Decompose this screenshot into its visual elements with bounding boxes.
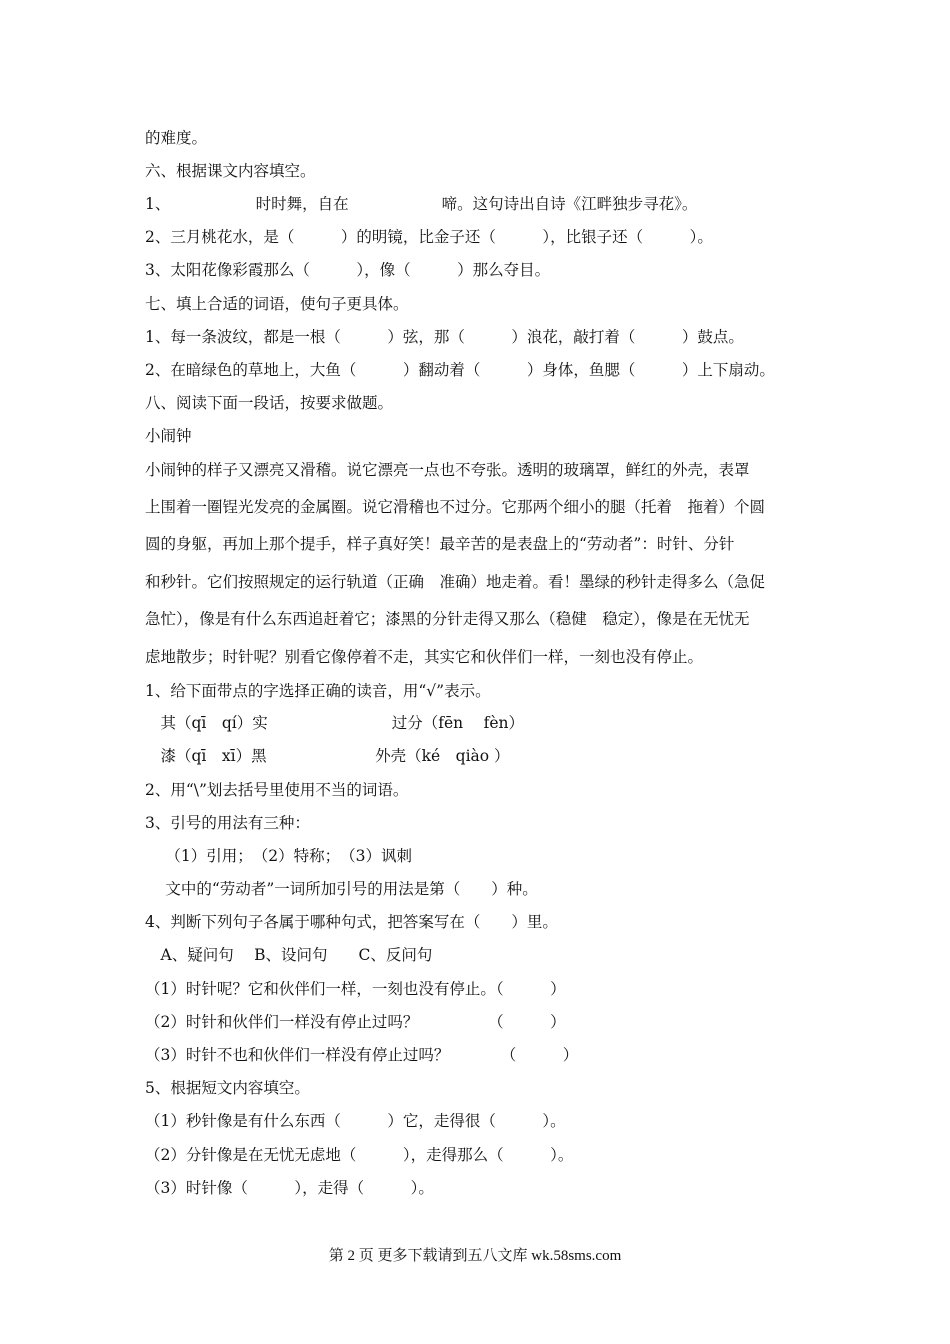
- pinyin-row-1: 其（qī qí）实 过分（fēn fèn）: [145, 714, 524, 732]
- passage-line-5: 急忙），像是有什么东西追赶着它；漆黑的分针走得又那么（稳健 稳定），像是在无忧无: [145, 610, 750, 628]
- quote-usage-question: 文中的“劳动者”一词所加引号的用法是第（ ）种。: [145, 880, 538, 898]
- section-6-heading: 六、根据课文内容填空。: [145, 162, 316, 180]
- question-8-3: 3、引号的用法有三种：: [145, 814, 310, 832]
- text-line-1: 的难度。: [145, 129, 208, 147]
- passage-line-6: 虑地散步；时针呢？别看它像停着不走，其实它和伙伴们一样，一刻也没有停止。: [145, 648, 704, 666]
- sentence-type-options: A、疑问句 B、设问句 C、反问句: [145, 946, 433, 964]
- question-8-1: 1、给下面带点的字选择正确的读音，用“√”表示。: [145, 682, 491, 700]
- question-7-2: 2、在暗绿色的草地上，大鱼（ ）翻动着（ ）身体，鱼腮（ ）上下扇动。: [145, 361, 775, 379]
- passage-line-3: 圆的身躯，再加上那个提手，样子真好笑！最辛苦的是表盘上的“劳动者”：时针、分针: [145, 535, 735, 553]
- question-6-1: 1、 时时舞，自在 啼。这句诗出自诗《江畔独步寻花》。: [145, 195, 698, 213]
- sentence-item-3: （3）时针不也和伙伴们一样没有停止过吗？ （ ）: [145, 1046, 579, 1064]
- fill-item-2: （2）分针像是在无忧无虑地（ ），走得那么（ ）。: [145, 1146, 574, 1164]
- sentence-item-2: （2）时针和伙伴们一样没有停止过吗？ （ ）: [145, 1013, 566, 1031]
- quote-usage-options: （1）引用； （2）特称； （3）讽刺: [145, 847, 413, 865]
- question-8-5: 5、根据短文内容填空。: [145, 1079, 310, 1097]
- section-8-heading: 八、阅读下面一段话，按要求做题。: [145, 394, 394, 412]
- section-7-heading: 七、填上合适的词语，使句子更具体。: [145, 295, 409, 313]
- passage-title: 小闹钟: [145, 427, 192, 445]
- question-6-3: 3、太阳花像彩霞那么（ ），像（ ）那么夺目。: [145, 261, 551, 279]
- question-7-1: 1、每一条波纹，都是一根（ ）弦，那（ ）浪花，敲打着（ ）鼓点。: [145, 328, 744, 346]
- question-8-4: 4、判断下列句子各属于哪种句式，把答案写在（ ）里。: [145, 913, 558, 931]
- page-footer: 第 2 页 更多下载请到五八文库 wk.58sms.com: [328, 1248, 622, 1264]
- fill-item-3: （3）时针像（ ），走得（ ）。: [145, 1179, 434, 1197]
- question-8-2: 2、用“\”划去括号里使用不当的词语。: [145, 781, 409, 799]
- passage-line-1: 小闹钟的样子又漂亮又滑稽。说它漂亮一点也不夸张。透明的玻璃罩，鲜红的外壳，表罩: [145, 461, 750, 479]
- pinyin-row-2: 漆（qī xī）黑 外壳（ké qiào ）: [145, 747, 510, 765]
- sentence-item-1: （1）时针呢？它和伙伴们一样，一刻也没有停止。（ ）: [145, 980, 566, 998]
- question-6-2: 2、三月桃花水，是（ ）的明镜，比金子还（ ），比银子还（ ）。: [145, 228, 713, 246]
- fill-item-1: （1）秒针像是有什么东西（ ）它，走得很（ ）。: [145, 1112, 566, 1130]
- passage-line-2: 上围着一圈锃光发亮的金属圈。说它滑稽也不过分。它那两个细小的腿（托着 拖着）个圆: [145, 498, 766, 516]
- passage-line-4: 和秒针。它们按照规定的运行轨道（正确 准确）地走着。看！墨绿的秒针走得多么（急促: [145, 573, 766, 591]
